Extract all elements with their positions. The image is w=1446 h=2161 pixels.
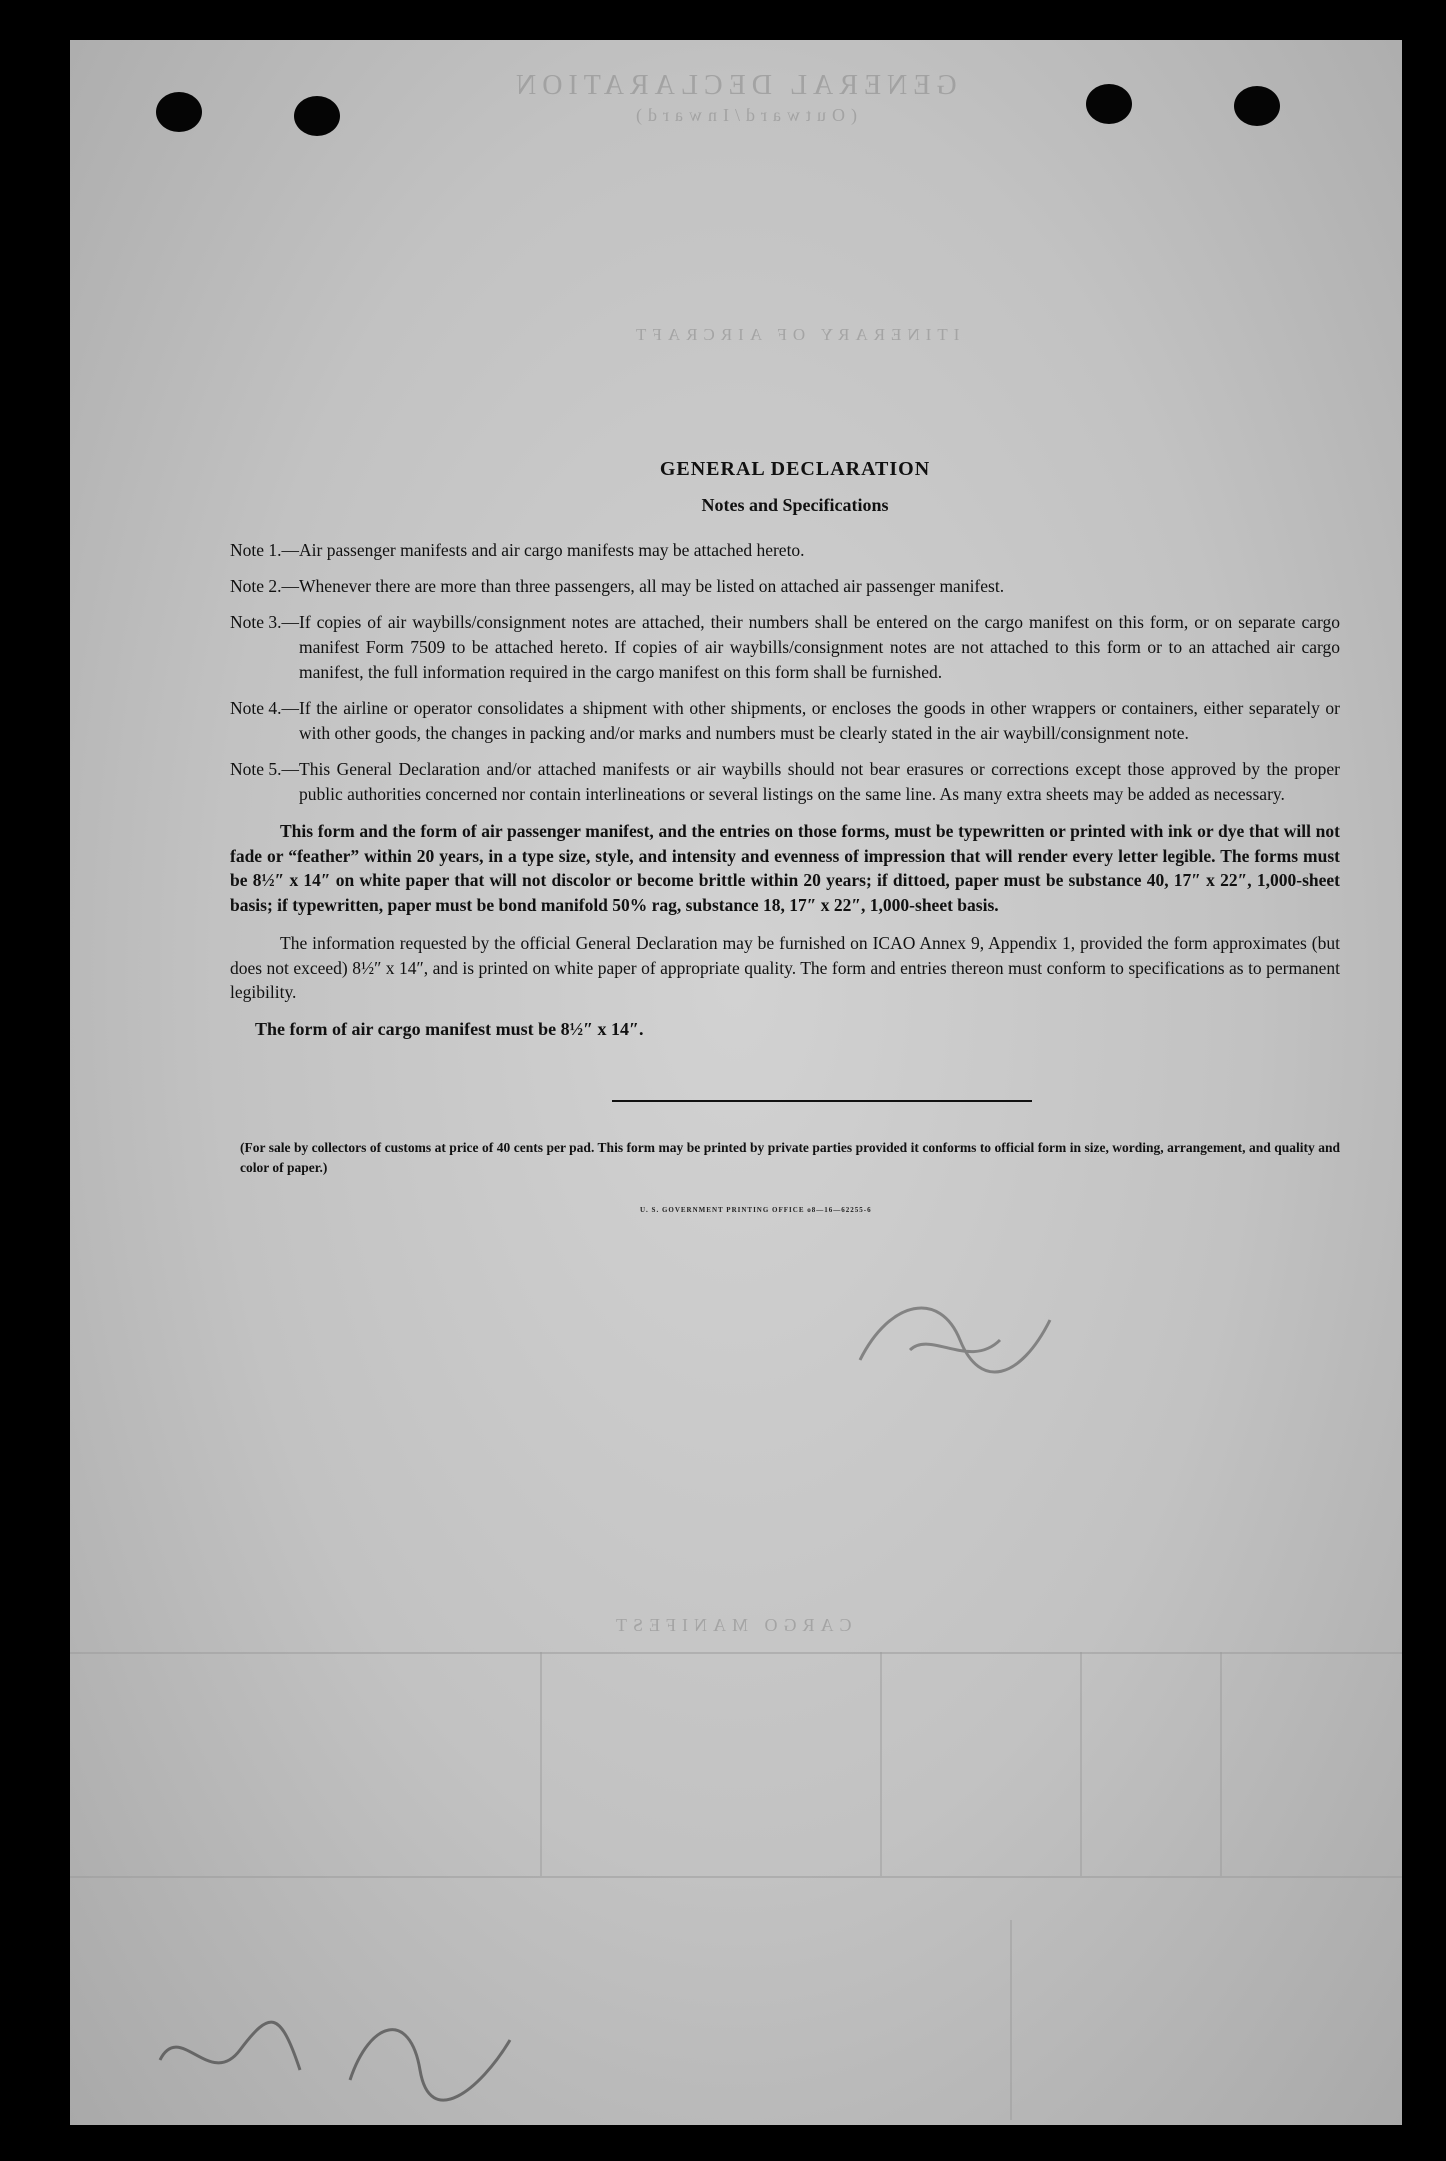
page-subtitle: Notes and Specifications	[701, 495, 889, 515]
note-label: Note 1.—	[230, 540, 300, 560]
bleed-through-rule	[70, 1876, 1402, 1878]
punch-hole-left-2	[294, 96, 340, 136]
note-1	[230, 538, 1340, 563]
note-text: Whenever there are more than three passengers, all may be listed on attached air passenger manifest.	[299, 576, 1005, 596]
divider-rule	[612, 1100, 1032, 1102]
bleed-through-column	[1220, 1652, 1222, 1876]
paragraph-icao-annex: The information requested by the official General Declaration may be furnished on ICAO Annex 9, Appendix 1, provided the form approximates (but does not exceed) 8½″ x 14″, and is printed on white paper of appropriate quality. The form and entries thereon must conform to specifications as to permanent legibility.	[230, 933, 1340, 1002]
bleed-through-column	[1080, 1652, 1082, 1876]
punch-hole-right-1	[1086, 84, 1132, 124]
document-page	[70, 40, 1402, 2125]
note-label: Note 4.—	[230, 698, 300, 718]
note-text: This General Declaration and/or attached manifests or air waybills should not bear erasures or corrections except those approved by the proper public authorities concerned nor contain interlineations or several listings on the same line. As many extra sheets may be added as necessary.	[299, 759, 1340, 804]
paragraph-cargo-manifest-size: The form of air cargo manifest must be 8½″ x 14″.	[255, 1018, 644, 1039]
notes-content	[230, 458, 1340, 1214]
bleed-through-subheader: (Outward/Inward)	[630, 105, 857, 125]
note-text: If copies of air waybills/consignment notes are attached, their numbers shall be entered on the cargo manifest on this form, or on separate cargo manifest Form 7509 to be attached hereto. If copies of air waybills/consignment notes are not attached to this form or to an attached air cargo manifest, the full information required in the cargo manifest on this form shall be furnished.	[299, 612, 1340, 682]
bleed-through-column	[1010, 1920, 1012, 2120]
page-title: GENERAL DECLARATION	[659, 458, 931, 480]
note-label: Note 3.—	[230, 612, 300, 632]
note-2	[230, 574, 1340, 599]
note-3	[230, 610, 1340, 685]
bleed-through-column	[880, 1652, 882, 1876]
note-text: Air passenger manifests and air cargo manifests may be attached hereto.	[299, 540, 805, 560]
note-label: Note 2.—	[230, 576, 300, 596]
bleed-through-header: GENERAL DECLARATION	[510, 70, 957, 101]
signature-mark-middle	[850, 1280, 1090, 1390]
paragraph-form-requirements: This form and the form of air passenger manifest, and the entries on those forms, must be typewritten or printed with ink or dye that will not fade or “feather” within 20 years, in a type size, style, and intensity and evenness of impression that will render every letter legible. The forms must be 8½″ x 14″ on white paper that will not discolor or become brittle within 20 years; if dittoed, paper must be substance 40, 17″ x 22″, 1,000-sheet basis; if typewritten, paper must be bond manifold 50% rag, substance 18, 17″ x 22″, 1,000-sheet basis.	[230, 821, 1340, 915]
bleed-through-line: ITINERARY OF AIRCRAFT	[630, 325, 960, 344]
bleed-through-middle: CARGO MANIFEST	[610, 1615, 852, 1635]
sale-note: (For sale by collectors of customs at price of 40 cents per pad. This form may be printed by private parties provided it conforms to official form in size, wording, arrangement, and quality and color of paper.)	[240, 1139, 1340, 1175]
bleed-through-column	[540, 1652, 542, 1876]
punch-hole-left-1	[156, 92, 202, 132]
bleed-through-rule	[70, 1652, 1402, 1654]
note-label: Note 5.—	[230, 759, 300, 779]
note-4	[230, 696, 1340, 746]
signature-mark-bottom	[150, 2000, 530, 2110]
punch-hole-right-2	[1234, 86, 1280, 126]
note-5	[230, 757, 1340, 807]
printing-office-imprint: U. S. GOVERNMENT PRINTING OFFICE o8—16—62255-6	[640, 1205, 872, 1214]
note-text: If the airline or operator consolidates a shipment with other shipments, or encloses the goods in other wrappers or containers, either separately or with other goods, the changes in packing and/or marks and numbers must be clearly stated in the air waybill/consignment note.	[299, 698, 1340, 743]
